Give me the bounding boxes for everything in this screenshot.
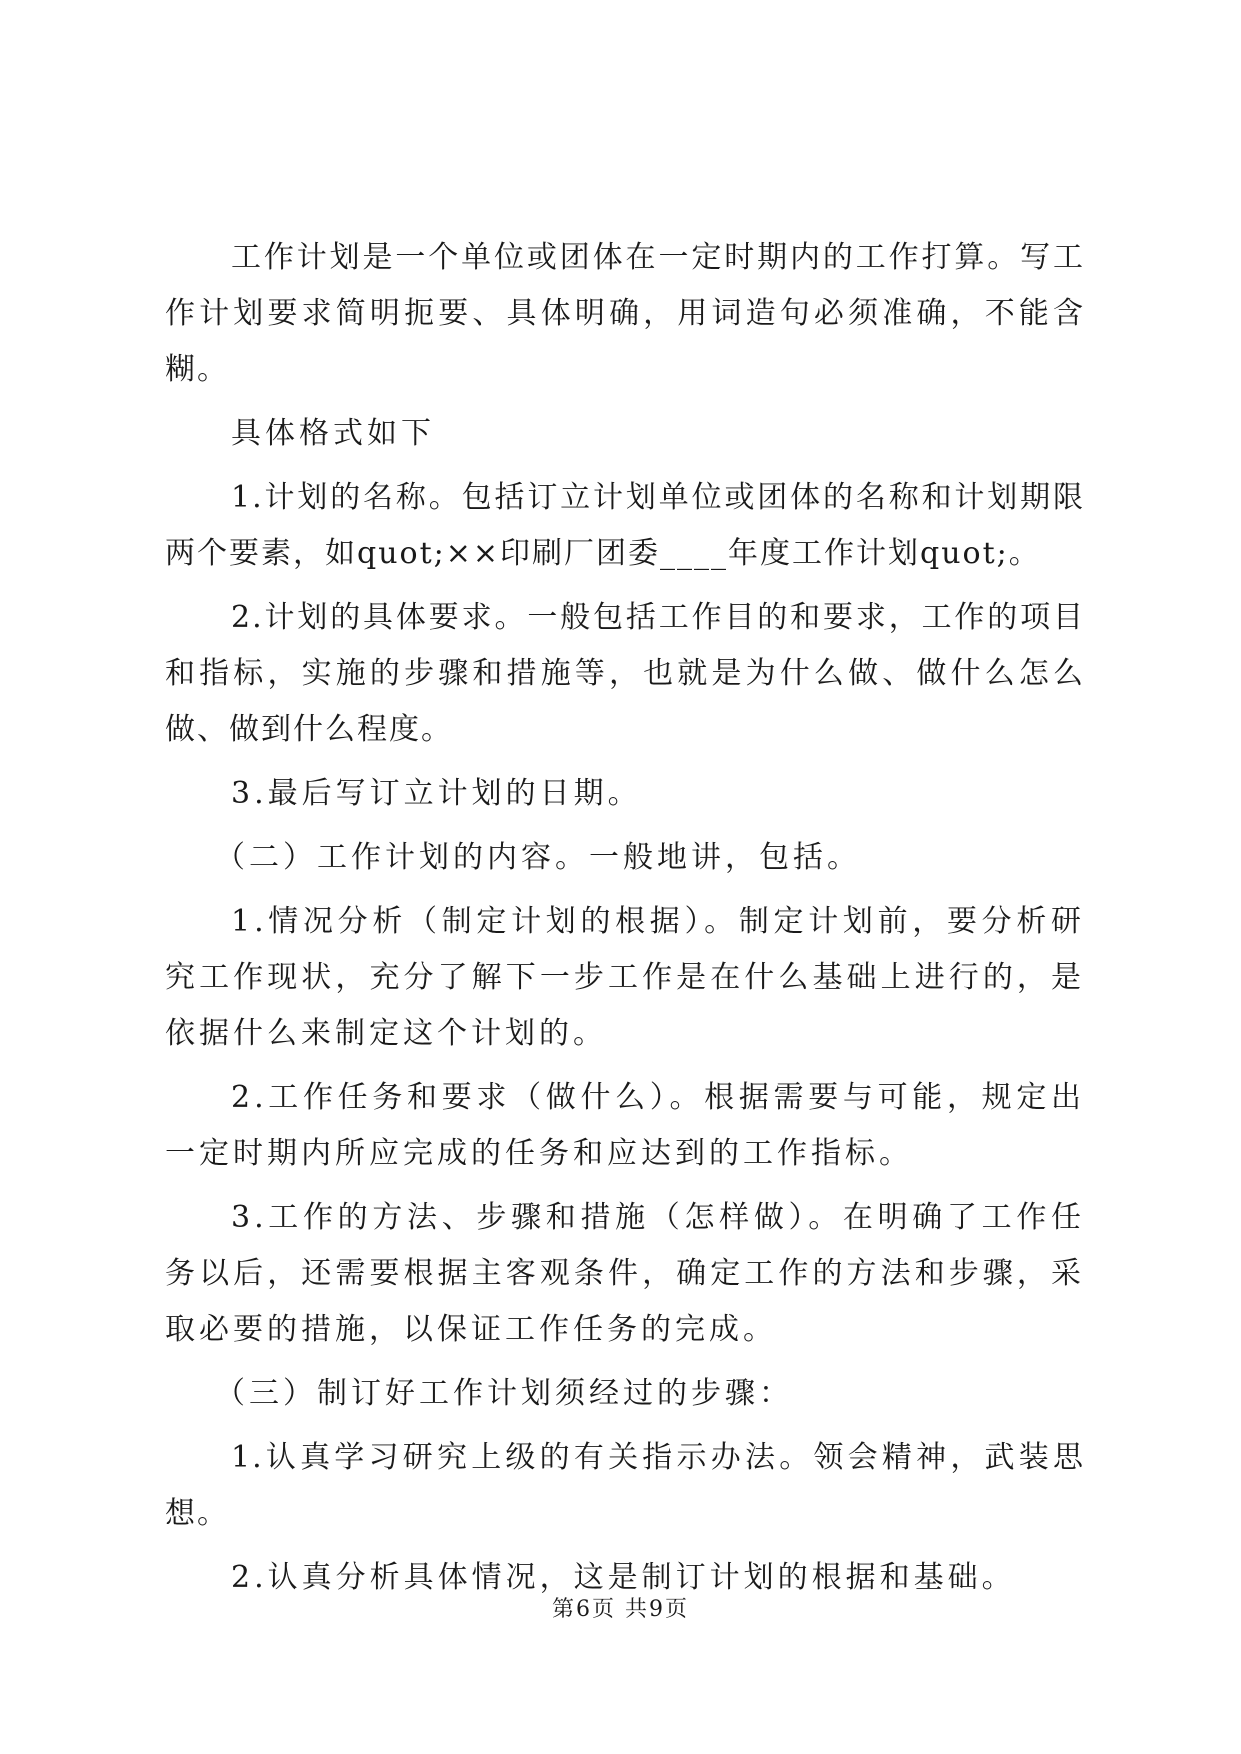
- paragraph-plan-date: 3.最后写订立计划的日期。: [231, 776, 642, 811]
- section-heading-steps: （三）制订好工作计划须经过的步骤：: [215, 1376, 793, 1411]
- paragraph-analyze-situation: 2.认真分析具体情况，这是制订计划的根据和基础。: [231, 1560, 1016, 1595]
- section-heading-content: （二）工作计划的内容。一般地讲，包括。: [215, 840, 861, 875]
- paragraph-plan-name: 1.计划的名称。包括订立计划单位或团体的名称和计划期限两个要素，如quot;××印刷厂团委____年度工作计划quot;。: [165, 480, 1085, 571]
- paragraph-intro: 工作计划是一个单位或团体在一定时期内的工作打算。写工作计划要求简明扼要、具体明确，用词造句必须准确，不能含糊。: [165, 240, 1085, 387]
- document-body: [165, 230, 1085, 1606]
- paragraph-situation-analysis: 1.情况分析（制定计划的根据）。制定计划前，要分析研究工作现状，充分了解下一步工作是在什么基础上进行的，是依据什么来制定这个计划的。: [165, 904, 1085, 1051]
- paragraph-plan-requirements: 2.计划的具体要求。一般包括工作目的和要求，工作的项目和指标，实施的步骤和措施等，也就是为什么做、做什么怎么做、做到什么程度。: [165, 600, 1085, 747]
- paragraph-methods-steps: 3.工作的方法、步骤和措施（怎样做）。在明确了工作任务以后，还需要根据主客观条件，确定工作的方法和步骤，采取必要的措施，以保证工作任务的完成。: [165, 1200, 1085, 1347]
- paragraph-tasks-requirements: 2.工作任务和要求（做什么）。根据需要与可能，规定出一定时期内所应完成的任务和应达到的工作指标。: [165, 1080, 1085, 1171]
- page-number-footer: 第6页 共9页: [552, 1597, 689, 1622]
- paragraph-format-heading: 具体格式如下: [231, 416, 435, 451]
- paragraph-study-instructions: 1.认真学习研究上级的有关指示办法。领会精神，武装思想。: [165, 1440, 1085, 1531]
